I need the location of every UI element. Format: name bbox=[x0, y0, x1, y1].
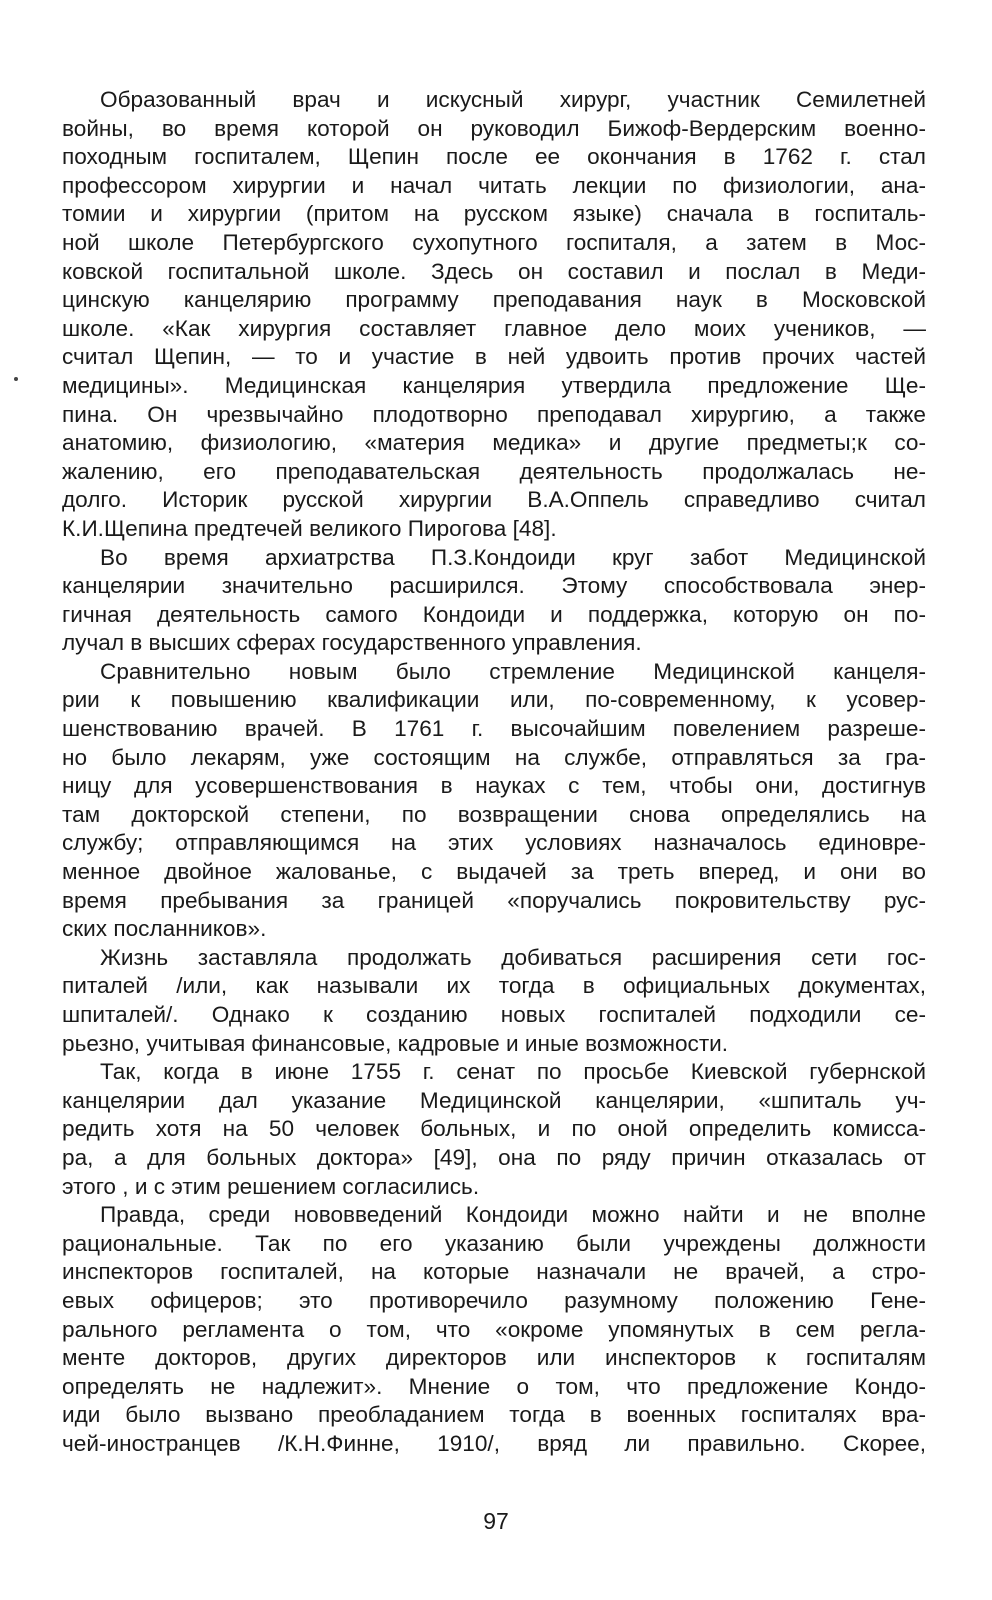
text-line: Правда, среди нововведений Кондоиди можно найти и не вполне bbox=[100, 1202, 926, 1228]
page-number: 97 bbox=[483, 1508, 509, 1534]
text-line: считал Щепин, — то и участие в ней удвоить против прочих частей bbox=[62, 344, 926, 370]
text-line: питалей /или, как называли их тогда в официальных документах, bbox=[62, 973, 926, 999]
text-line: Так, когда в июне 1755 г. сенат по просьбе Киевской губернской bbox=[100, 1059, 926, 1085]
text-line: медицины». Медицинская канцелярия утвердила предложение Ще- bbox=[62, 372, 926, 398]
text-line: шенствованию врачей. В 1761 г. высочайшим повелением разреше- bbox=[62, 716, 926, 742]
text-line: определять не надлежит». Мнение о том, что предложение Кондо- bbox=[62, 1373, 926, 1399]
text-line: там докторской степени, по возвращении снова определялись на bbox=[62, 801, 926, 827]
text-line: рии к повышению квалификации или, по-современному, к усовер- bbox=[62, 687, 926, 713]
text-line: рациональные. Так по его указанию были учреждены должности bbox=[62, 1230, 926, 1256]
text-line: гичная деятельность самого Кондоиди и поддержка, которую он по- bbox=[62, 601, 926, 627]
text-line: время пребывания за границей «поручались покровительству рус- bbox=[62, 887, 926, 913]
text-line: жалению, его преподавательская деятельность продолжалась не- bbox=[62, 458, 926, 484]
text-line: чей-иностранцев /К.Н.Финне, 1910/, вряд ли правильно. Скорее, bbox=[62, 1430, 926, 1456]
text-line: ницу для усовершенствования в науках с тем, чтобы они, достигнув bbox=[62, 773, 926, 799]
text-line: этого , и с этим решением согласились. bbox=[62, 1173, 480, 1199]
text-line: Образованный врач и искусный хирург, участник Семилетней bbox=[100, 87, 926, 112]
margin-speck bbox=[14, 377, 18, 381]
text-line: менное двойное жалованье, с выдачей за треть вперед, и они во bbox=[62, 859, 926, 885]
text-line: канцелярии дал указание Медицинской канцелярии, «шпиталь уч- bbox=[62, 1087, 926, 1113]
text-line: Во время архиатрства П.З.Кондоиди круг забот Медицинской bbox=[100, 544, 926, 570]
text-line: иди было вызвано преобладанием тогда в военных госпиталях вра- bbox=[62, 1402, 926, 1428]
text-line: долго. Историк русской хирургии В.А.Оппель справедливо считал bbox=[62, 487, 926, 513]
text-line: ковской госпитальной школе. Здесь он составил и послал в Меди- bbox=[62, 258, 926, 284]
text-line: пина. Он чрезвычайно плодотворно преподавал хирургию, а также bbox=[62, 401, 926, 427]
text-line: ра, а для больных доктора» [49], она по ряду причин отказалась от bbox=[62, 1144, 926, 1170]
page-body bbox=[62, 86, 926, 1459]
text-line: редить хотя на 50 человек больных, и по оной определить комисса- bbox=[62, 1116, 926, 1142]
text-line: канцелярии значительно расширился. Этому способствовала энер- bbox=[62, 573, 926, 599]
text-line: войны, во время которой он руководил Бижоф-Вердерским военно- bbox=[62, 115, 926, 141]
text-line: анатомию, физиологию, «материя медика» и другие предметы;к со- bbox=[62, 430, 926, 456]
text-line: рального регламента о том, что «окроме упомянутых в сем регла- bbox=[62, 1316, 926, 1342]
text-line: службу; отправляющимся на этих условиях назначалось единовре- bbox=[62, 830, 926, 856]
text-line: лучал в высших сферах государственного управления. bbox=[62, 630, 642, 656]
text-line: школе. «Как хирургия составляет главное дело моих учеников, — bbox=[62, 315, 926, 341]
text-line: евых офицеров; это противоречило разумному положению Гене- bbox=[62, 1287, 926, 1313]
text-line: рьезно, учитывая финансовые, кадровые и иные возможности. bbox=[62, 1030, 729, 1056]
text-line: профессором хирургии и начал читать лекции по физиологии, ана- bbox=[62, 172, 926, 198]
text-line: ских посланников». bbox=[62, 916, 267, 942]
text-line: томии и хирургии (притом на русском языке) сначала в госпиталь- bbox=[62, 201, 926, 227]
text-line: Сравнительно новым было стремление Медицинской канцеля- bbox=[100, 658, 926, 684]
text-line: менте докторов, других директоров или инспекторов к госпиталям bbox=[62, 1345, 926, 1371]
text-line: К.И.Щепина предтечей великого Пирогова [48]. bbox=[62, 515, 557, 541]
text-line: цинскую канцелярию программу преподавания наук в Московской bbox=[62, 287, 926, 313]
text-line: походным госпиталем, Щепин после ее окончания в 1762 г. стал bbox=[62, 144, 926, 170]
text-line: Жизнь заставляла продолжать добиваться расширения сети гос- bbox=[100, 944, 926, 970]
text-line: шпиталей/. Однако к созданию новых госпиталей подходили се- bbox=[62, 1002, 926, 1027]
text-line: но было лекарям, уже состоящим на службе, отправляться за гра- bbox=[62, 744, 926, 770]
text-line: инспекторов госпиталей, на которые назначали не врачей, а стро- bbox=[62, 1259, 926, 1285]
text-line: ной школе Петербургского сухопутного госпиталя, а затем в Мос- bbox=[62, 229, 926, 255]
